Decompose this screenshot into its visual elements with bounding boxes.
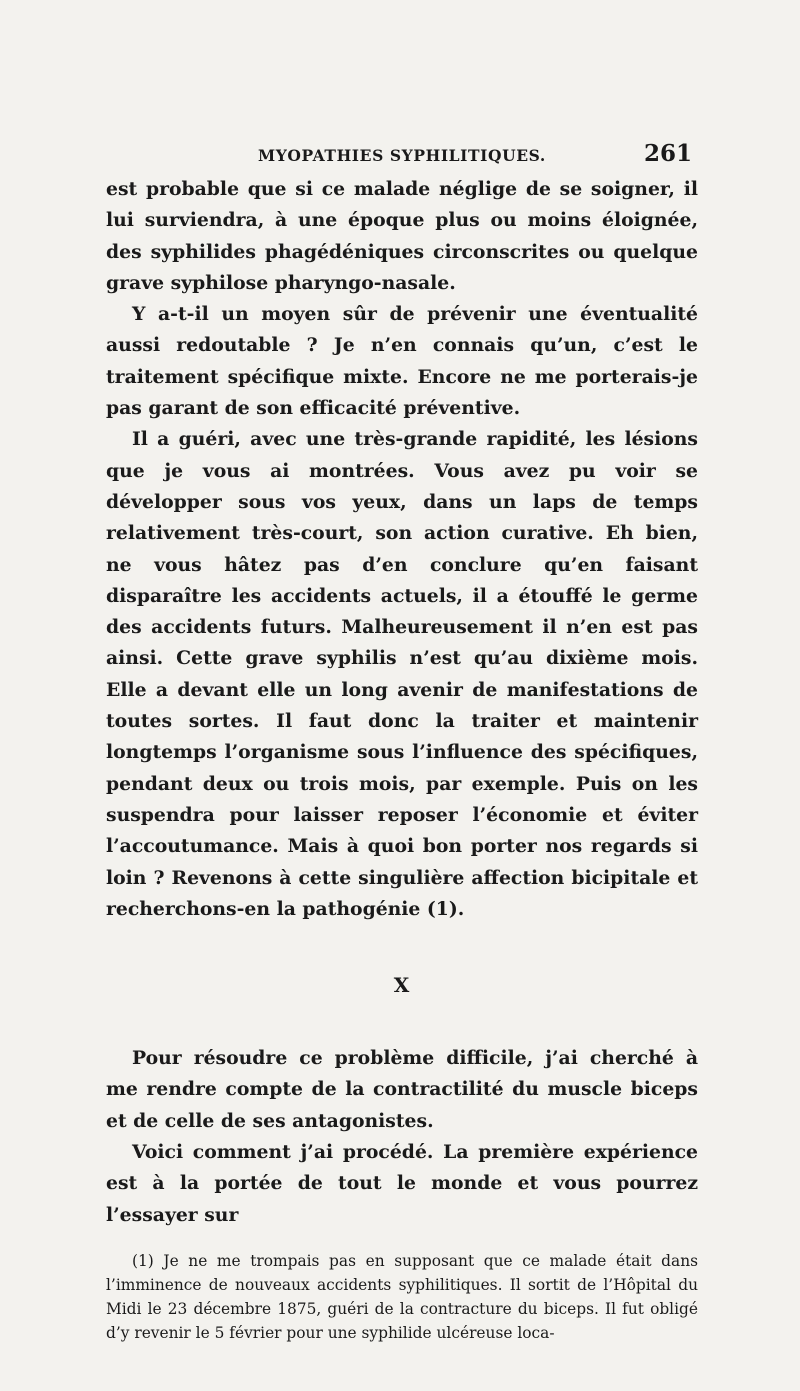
section-heading: X — [393, 973, 411, 998]
paragraph: Il a guéri, avec une très-grande rapidité, les lésions que je vous ai montrées. Vous avez pu voir se développer sous vos yeux, dans un laps de temps relativement très-court, son action curative. Eh bien, ne vous hâtez pas d’en conclure qu’en faisant disparaître les accidents actuels, il a étouffé le germe des accidents futurs. Malheureusement il n’en est pas ainsi. Cette grave syphilis n’est qu’au dixième mois. Elle a devant elle un long avenir de manifestations de toutes sortes. Il faut donc la traiter et maintenir longtemps l’organisme sous l’influence des spécifiques, pendant deux ou trois mois, par exemple. Puis on les suspendra pour laisser reposer l’économie et éviter l’accoutumance. Mais à quoi bon porter nos regards si loin ? Revenons à cette singulière affection bicipitale et recherchons-en la pathogénie (1). — [106, 428, 698, 920]
main-text — [106, 174, 698, 1231]
paragraph: Voici comment j’ai procédé. La première expérience est à la portée de tout le monde et vous pourrez l’essayer sur — [106, 1141, 698, 1226]
page-number: 261 — [643, 140, 692, 167]
paragraph: Pour résoudre ce problème difficile, j’ai cherché à me rendre compte de la contractilité du muscle biceps et de celle de ses antagonistes. — [106, 1047, 698, 1132]
paragraph-continued: est probable que si ce malade néglige de se soigner, il lui surviendra, à une époque plus ou moins éloignée, des syphilides phagédéniques circonscrites ou quelque grave syphilose pharyngo-nasale. — [106, 178, 698, 294]
footnote — [106, 1249, 698, 1345]
running-head: MYOPATHIES SYPHILITIQUES. — [258, 146, 546, 165]
footnote-text: (1) Je ne me trompais pas en supposant que ce malade était dans l’imminence de nouveaux accidents syphilitiques. Il sortit de l’Hôpital du Midi le 23 décembre 1875, guéri de la contracture du biceps. Il fut obligé d’y revenir le 5 février pour une syphilide ulcéreuse loca- — [106, 1251, 698, 1342]
page-header — [106, 140, 698, 174]
paragraph: Y a-t-il un moyen sûr de prévenir une éventualité aussi redoutable ? Je n’en connais qu’un, c’est le traitement spécifique mixte. Encore ne me porterais-je pas garant de son efficacité préventive. — [106, 303, 698, 420]
book-page — [106, 140, 698, 1345]
